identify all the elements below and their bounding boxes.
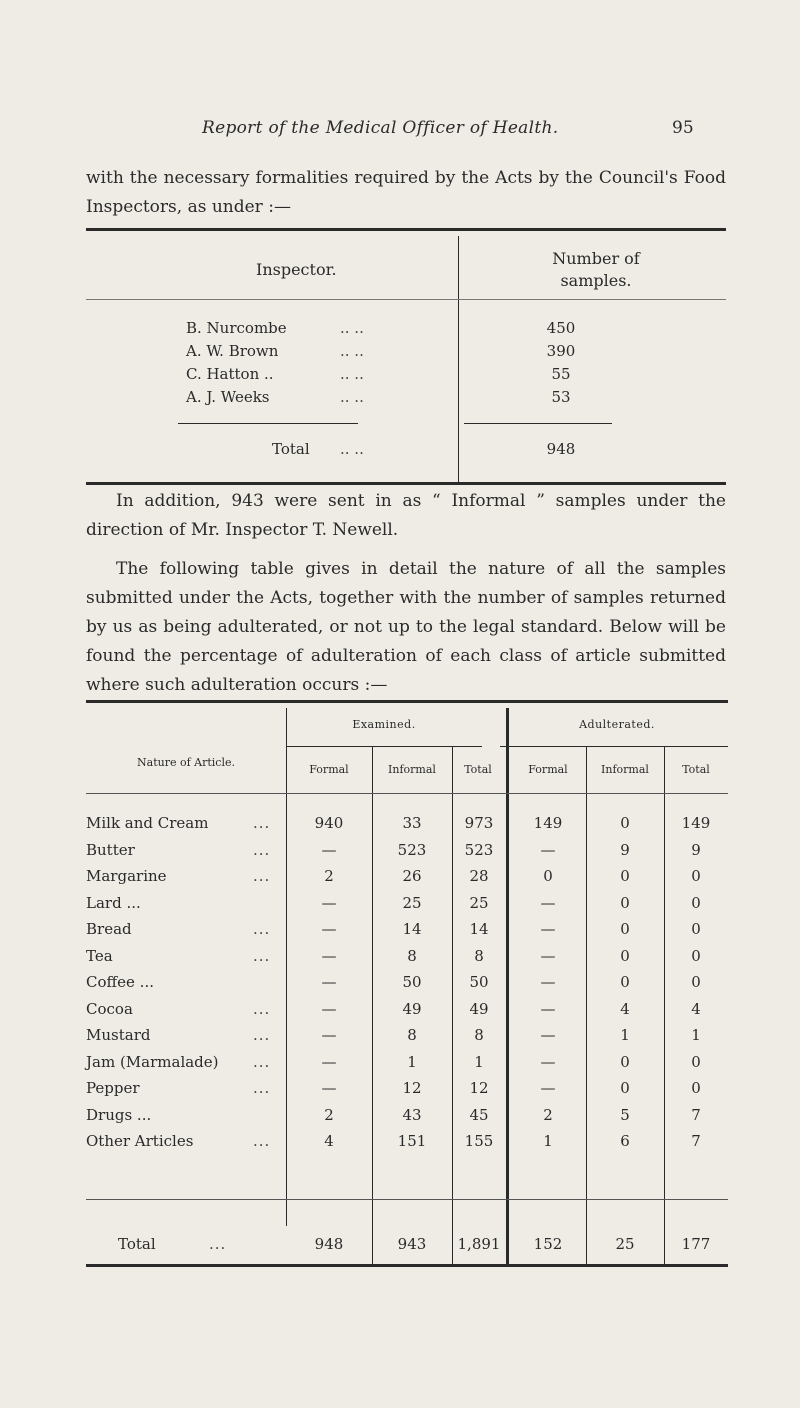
table-row bbox=[86, 1000, 728, 1024]
inspector-column-header: Inspector. bbox=[256, 260, 337, 279]
examined-formal-cell: — bbox=[321, 973, 337, 991]
samples-column-header: Number of samples. bbox=[552, 249, 640, 290]
dot-leader: .. .. bbox=[340, 440, 364, 458]
nature-column-header: Nature of Article. bbox=[137, 756, 235, 769]
inspector-name: C. Hatton .. bbox=[186, 365, 274, 383]
examined-informal-header: Informal bbox=[388, 763, 436, 776]
adulterated-total-cell: 149 bbox=[681, 814, 711, 832]
samples-table bbox=[86, 700, 728, 1268]
examined-formal-cell: — bbox=[321, 1052, 337, 1071]
adulterated-informal-cell: 0 bbox=[620, 973, 630, 991]
inspector-name: A. W. Brown bbox=[186, 342, 279, 360]
table-row bbox=[86, 973, 728, 997]
adulterated-formal-cell: — bbox=[540, 973, 556, 991]
adulterated-informal-cell: 9 bbox=[620, 840, 630, 859]
table-top-rule bbox=[86, 228, 726, 231]
table-bottom-rule bbox=[86, 482, 726, 485]
following-paragraph: The following table gives in detail the nature of all the samples submitted under the Acts, together with the number of samples returned by us as being adulterated, or not up to the legal standard. Below will be found the percentage of adulteration of each class of article submitted where such adulteration occurs :— bbox=[86, 559, 726, 695]
adulterated-informal-cell: 5 bbox=[620, 1105, 630, 1124]
adulterated-formal-header: Formal bbox=[528, 763, 568, 776]
inspector-total-row bbox=[86, 440, 726, 462]
adulterated-formal-cell: 149 bbox=[533, 814, 563, 832]
table-row bbox=[86, 947, 728, 971]
adulterated-formal-cell: 2 bbox=[543, 1105, 553, 1124]
article-name: Butter bbox=[86, 840, 135, 859]
examined-formal-cell: — bbox=[321, 1079, 337, 1097]
table-row bbox=[86, 841, 728, 865]
sample-count: 55 bbox=[551, 365, 571, 383]
examined-formal-cell: 4 bbox=[324, 1132, 334, 1150]
dot-leader: ... bbox=[253, 999, 271, 1018]
total-adulterated-informal: 25 bbox=[615, 1235, 635, 1253]
article-name: Mustard bbox=[86, 1026, 151, 1044]
adulterated-informal-cell: 0 bbox=[620, 893, 630, 912]
adulterated-total-cell: 0 bbox=[691, 946, 701, 965]
page-header bbox=[0, 118, 800, 148]
examined-formal-cell: 940 bbox=[314, 814, 344, 832]
article-name: Margarine bbox=[86, 867, 167, 885]
examined-informal-cell: 43 bbox=[402, 1105, 422, 1124]
table-top-rule bbox=[86, 700, 728, 703]
examined-total-cell: 49 bbox=[469, 999, 489, 1018]
examined-informal-cell: 12 bbox=[402, 1079, 422, 1097]
dot-leader: ... bbox=[253, 1052, 271, 1071]
total-divider bbox=[86, 1199, 728, 1200]
examined-informal-cell: 26 bbox=[402, 867, 422, 885]
adulterated-total-cell: 0 bbox=[691, 893, 701, 912]
examined-formal-cell: — bbox=[321, 946, 337, 965]
table-row bbox=[86, 1053, 728, 1077]
article-name: Jam (Marmalade) bbox=[86, 1052, 219, 1071]
header-divider bbox=[86, 299, 726, 300]
adulterated-formal-cell: 0 bbox=[543, 867, 553, 885]
total-adulterated-formal: 152 bbox=[533, 1235, 563, 1253]
sample-count: 450 bbox=[546, 319, 576, 337]
inspector-name: A. J. Weeks bbox=[186, 388, 270, 406]
dot-leader: ... bbox=[253, 814, 271, 832]
examined-informal-cell: 25 bbox=[402, 893, 422, 912]
header-divider bbox=[86, 793, 728, 794]
article-name: Other Articles bbox=[86, 1132, 194, 1150]
examined-total-cell: 14 bbox=[469, 920, 489, 938]
total-examined-total: 1,891 bbox=[457, 1235, 501, 1253]
article-name: Milk and Cream bbox=[86, 814, 209, 832]
adulterated-informal-header: Informal bbox=[601, 763, 649, 776]
adulterated-formal-cell: — bbox=[540, 1079, 556, 1097]
total-examined-informal: 943 bbox=[397, 1235, 427, 1253]
article-name: Drugs ... bbox=[86, 1105, 152, 1124]
article-name: Pepper bbox=[86, 1079, 140, 1097]
table-row bbox=[86, 814, 728, 838]
adulterated-total-cell: 4 bbox=[691, 999, 701, 1018]
adulterated-informal-cell: 6 bbox=[620, 1132, 630, 1150]
sample-count: 53 bbox=[551, 388, 571, 406]
adulterated-total-cell: 0 bbox=[691, 1079, 701, 1097]
examined-formal-cell: — bbox=[321, 999, 337, 1018]
adulterated-informal-cell: 0 bbox=[620, 946, 630, 965]
examined-formal-cell: — bbox=[321, 1026, 337, 1044]
table-row bbox=[86, 388, 726, 410]
adulterated-formal-cell: — bbox=[540, 1026, 556, 1044]
adulterated-informal-cell: 0 bbox=[620, 1052, 630, 1071]
table-row bbox=[86, 319, 726, 341]
adulterated-formal-cell: 1 bbox=[543, 1132, 553, 1150]
table-row bbox=[86, 920, 728, 944]
total-divider-right bbox=[464, 423, 612, 424]
adulterated-informal-cell: 0 bbox=[620, 920, 630, 938]
adulterated-total-cell: 0 bbox=[691, 867, 701, 885]
examined-total-cell: 8 bbox=[474, 1026, 484, 1044]
dot-leader: .. .. bbox=[340, 365, 364, 383]
examined-total-cell: 973 bbox=[464, 814, 494, 832]
table-bottom-rule bbox=[86, 1264, 728, 1267]
total-label: Total bbox=[118, 1235, 156, 1253]
examined-informal-cell: 523 bbox=[397, 840, 427, 859]
article-name: Cocoa bbox=[86, 999, 133, 1018]
addition-paragraph: In addition, 943 were sent in as “ Informal ” samples under the direction of Mr. Inspector T. Newell. bbox=[86, 491, 726, 540]
dot-leader: ... bbox=[253, 946, 271, 965]
adulterated-total-cell: 0 bbox=[691, 973, 701, 991]
adulterated-informal-cell: 1 bbox=[620, 1026, 630, 1044]
adulterated-total-cell: 1 bbox=[691, 1026, 701, 1044]
article-name: Lard ... bbox=[86, 893, 141, 912]
adulterated-group-header: Adulterated. bbox=[579, 718, 655, 731]
dot-leader: ... bbox=[253, 867, 271, 885]
adulterated-formal-cell: — bbox=[540, 999, 556, 1018]
examined-total-cell: 523 bbox=[464, 840, 494, 859]
total-label: Total bbox=[272, 440, 310, 458]
dot-leader: ... bbox=[253, 840, 271, 859]
dot-leader: ... bbox=[253, 920, 271, 938]
adulterated-total-cell: 0 bbox=[691, 1052, 701, 1071]
adulterated-informal-cell: 0 bbox=[620, 867, 630, 885]
adulterated-informal-cell: 0 bbox=[620, 814, 630, 832]
dot-leader: .. .. bbox=[340, 319, 364, 337]
total-value: 948 bbox=[546, 440, 576, 458]
dot-leader: .. .. bbox=[340, 342, 364, 360]
examined-total-cell: 25 bbox=[469, 893, 489, 912]
table-row bbox=[86, 1132, 728, 1156]
table-row bbox=[86, 1079, 728, 1103]
total-divider-left bbox=[178, 423, 358, 424]
article-name: Bread bbox=[86, 920, 132, 938]
adulterated-formal-cell: — bbox=[540, 920, 556, 938]
examined-total-cell: 28 bbox=[469, 867, 489, 885]
dot-leader: ... bbox=[253, 1132, 271, 1150]
examined-formal-cell: — bbox=[321, 893, 337, 912]
examined-formal-header: Formal bbox=[309, 763, 349, 776]
table-row bbox=[86, 867, 728, 891]
inspector-table bbox=[86, 228, 726, 486]
adulterated-total-cell: 9 bbox=[691, 840, 701, 859]
total-adulterated-total: 177 bbox=[681, 1235, 711, 1253]
table-row bbox=[86, 365, 726, 387]
examined-informal-cell: 1 bbox=[407, 1052, 417, 1071]
intro-paragraph: with the necessary formalities required by the Acts by the Council's Food Inspectors, as under :— bbox=[86, 168, 726, 217]
adulterated-total-cell: 0 bbox=[691, 920, 701, 938]
examined-formal-cell: 2 bbox=[324, 1105, 334, 1124]
dot-leader: .. .. bbox=[340, 388, 364, 406]
examined-total-cell: 1 bbox=[474, 1052, 484, 1071]
adulterated-total-header: Total bbox=[682, 763, 710, 776]
examined-total-header: Total bbox=[464, 763, 492, 776]
dot-leader: ... bbox=[253, 1026, 271, 1044]
examined-total-cell: 50 bbox=[469, 973, 489, 991]
running-title: Report of the Medical Officer of Health. bbox=[202, 118, 559, 138]
adulterated-informal-cell: 4 bbox=[620, 999, 630, 1018]
table-row bbox=[86, 894, 728, 918]
samples-total-row bbox=[86, 1235, 728, 1259]
dot-leader: ... bbox=[209, 1235, 227, 1253]
total-examined-formal: 948 bbox=[314, 1235, 344, 1253]
examined-informal-cell: 14 bbox=[402, 920, 422, 938]
article-name: Tea bbox=[86, 946, 113, 965]
table-row bbox=[86, 1026, 728, 1050]
examined-total-cell: 12 bbox=[469, 1079, 489, 1097]
adulterated-informal-cell: 0 bbox=[620, 1079, 630, 1097]
adulterated-total-cell: 7 bbox=[691, 1132, 701, 1150]
examined-formal-cell: — bbox=[321, 840, 337, 859]
examined-total-cell: 8 bbox=[474, 946, 484, 965]
page-number: 95 bbox=[672, 118, 694, 138]
adulterated-total-cell: 7 bbox=[691, 1105, 701, 1124]
adulterated-formal-cell: — bbox=[540, 1052, 556, 1071]
examined-total-cell: 155 bbox=[464, 1132, 494, 1150]
dot-leader: ... bbox=[253, 1079, 271, 1097]
article-name: Coffee ... bbox=[86, 973, 154, 991]
examined-group-header: Examined. bbox=[352, 718, 416, 731]
table-row bbox=[86, 1106, 728, 1130]
table-row bbox=[86, 342, 726, 364]
examined-informal-cell: 151 bbox=[397, 1132, 427, 1150]
examined-informal-cell: 50 bbox=[402, 973, 422, 991]
adulterated-subheader-line bbox=[500, 746, 728, 747]
examined-informal-cell: 33 bbox=[402, 814, 422, 832]
examined-informal-cell: 49 bbox=[402, 999, 422, 1018]
sample-count: 390 bbox=[546, 342, 576, 360]
adulterated-formal-cell: — bbox=[540, 840, 556, 859]
examined-formal-cell: 2 bbox=[324, 867, 334, 885]
examined-total-cell: 45 bbox=[469, 1105, 489, 1124]
examined-informal-cell: 8 bbox=[407, 946, 417, 965]
examined-formal-cell: — bbox=[321, 920, 337, 938]
adulterated-formal-cell: — bbox=[540, 946, 556, 965]
adulterated-formal-cell: — bbox=[540, 893, 556, 912]
inspector-name: B. Nurcombe bbox=[186, 319, 287, 337]
examined-informal-cell: 8 bbox=[407, 1026, 417, 1044]
